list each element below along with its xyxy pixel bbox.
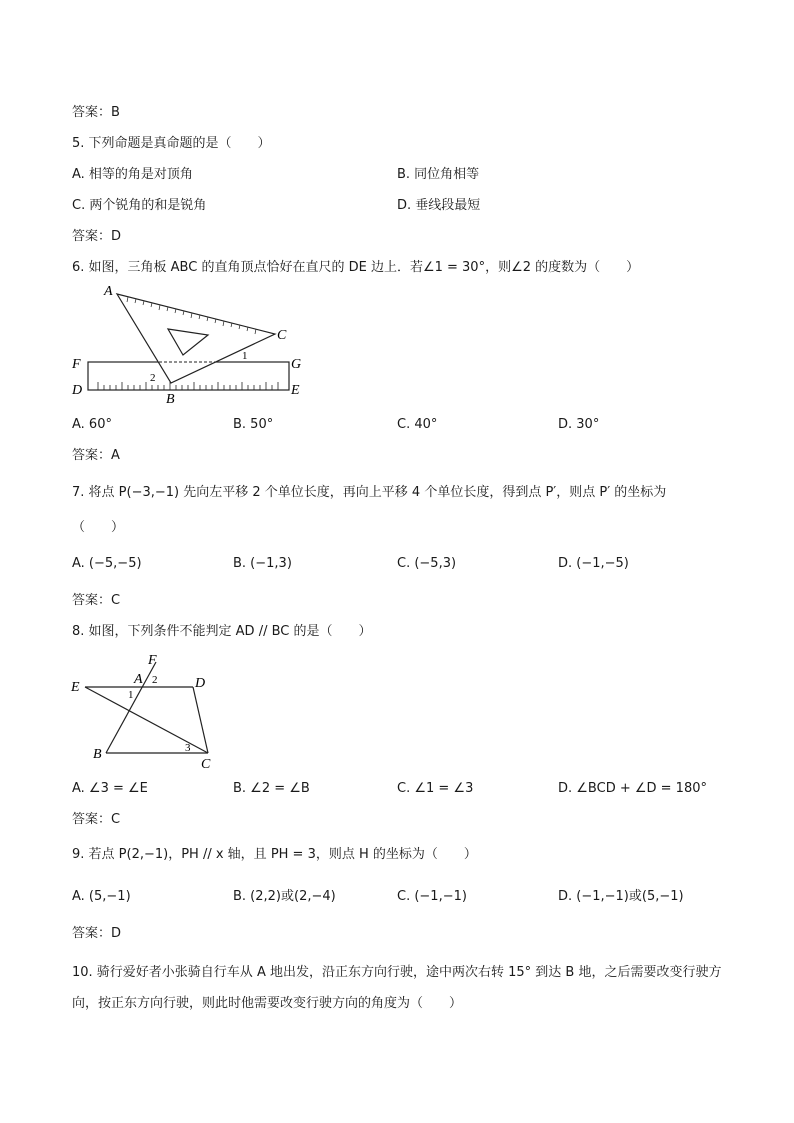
- label-angle-2: 2: [152, 674, 158, 686]
- q5-option-a: A. 相等的角是对顶角: [72, 167, 193, 182]
- label-e: E: [71, 680, 80, 695]
- label-e: E: [291, 383, 300, 398]
- label-d: D: [72, 383, 83, 398]
- q9-option-a: A. (5,−1): [72, 889, 131, 904]
- label-g: G: [291, 357, 302, 372]
- q5-option-c: C. 两个锐角的和是锐角: [72, 198, 207, 213]
- label-a: A: [134, 672, 143, 687]
- q8-option-c: C. ∠1 = ∠3: [397, 781, 474, 796]
- label-d: D: [195, 676, 206, 691]
- line-bf: [106, 662, 156, 753]
- label-angle-1: 1: [242, 350, 248, 362]
- label-b: B: [93, 747, 102, 762]
- q5-option-b: B. 同位角相等: [397, 167, 480, 182]
- answer-q5: 答案：D: [72, 229, 122, 244]
- q9-option-c: C. (−1,−1): [397, 889, 467, 904]
- q8-option-a: A. ∠3 = ∠E: [72, 781, 148, 796]
- q6-option-a: A. 60°: [72, 417, 112, 432]
- q6-option-c: C. 40°: [397, 417, 438, 432]
- q7-option-b: B. (−1,3): [233, 556, 292, 571]
- q9-option-b: B. (2,2)或(2,−4): [233, 889, 336, 904]
- q6-option-b: B. 50°: [233, 417, 274, 432]
- q8-option-b: B. ∠2 = ∠B: [233, 781, 310, 796]
- answer-q6: 答案：A: [72, 448, 120, 463]
- line-dc: [193, 687, 208, 753]
- label-a: A: [104, 284, 113, 299]
- label-b: B: [166, 392, 175, 407]
- question-10-stem: 10. 骑行爱好者小张骑自行车从 A 地出发，沿正东方向行驶，途中两次右转 15° 到达 B 地，之后需要改变行驶方向，按正东方向行驶，则此时他需要改变行驶方向的角度为（ ）: [72, 965, 722, 1011]
- question-9-stem: 9. 若点 P(2,−1)，PH // x 轴，且 PH = 3，则点 H 的坐标为（ ）: [72, 847, 477, 862]
- q6-option-d: D. 30°: [558, 417, 600, 432]
- label-angle-2: 2: [150, 372, 156, 384]
- q8-option-d: D. ∠BCD + ∠D = 180°: [558, 781, 707, 796]
- q5-option-d: D. 垂线段最短: [397, 198, 481, 213]
- q7-option-a: A. (−5,−5): [72, 556, 142, 571]
- answer-q8: 答案：C: [72, 812, 121, 827]
- q8-figure: [68, 650, 228, 772]
- label-f: F: [72, 357, 81, 372]
- question-6-stem: 6. 如图，三角板 ABC 的直角顶点恰好在直尺的 DE 边上．若∠1 = 30°，则∠2 的度数为（ ）: [72, 260, 640, 275]
- label-c: C: [277, 328, 287, 343]
- q7-option-d: D. (−1,−5): [558, 556, 629, 571]
- q9-option-d: D. (−1,−1)或(5,−1): [558, 889, 684, 904]
- question-5-stem: 5. 下列命题是真命题的是（ ）: [72, 136, 271, 151]
- question-8-stem: 8. 如图，下列条件不能判定 AD // BC 的是（ ）: [72, 624, 372, 639]
- label-c: C: [201, 757, 211, 772]
- label-angle-3: 3: [185, 742, 191, 754]
- answer-q7: 答案：C: [72, 593, 121, 608]
- q6-figure: [70, 283, 310, 408]
- answer-q4: 答案：B: [72, 105, 120, 120]
- label-angle-1: 1: [128, 689, 134, 701]
- answer-q9: 答案：D: [72, 926, 122, 941]
- q7-option-c: C. (−5,3): [397, 556, 457, 571]
- label-f: F: [148, 653, 157, 668]
- question-7-paren: （ ）: [72, 520, 125, 535]
- question-7-stem: 7. 将点 P(−3,−1) 先向左平移 2 个单位长度，再向上平移 4 个单位长度，得到点 P′，则点 P′ 的坐标为: [72, 485, 667, 500]
